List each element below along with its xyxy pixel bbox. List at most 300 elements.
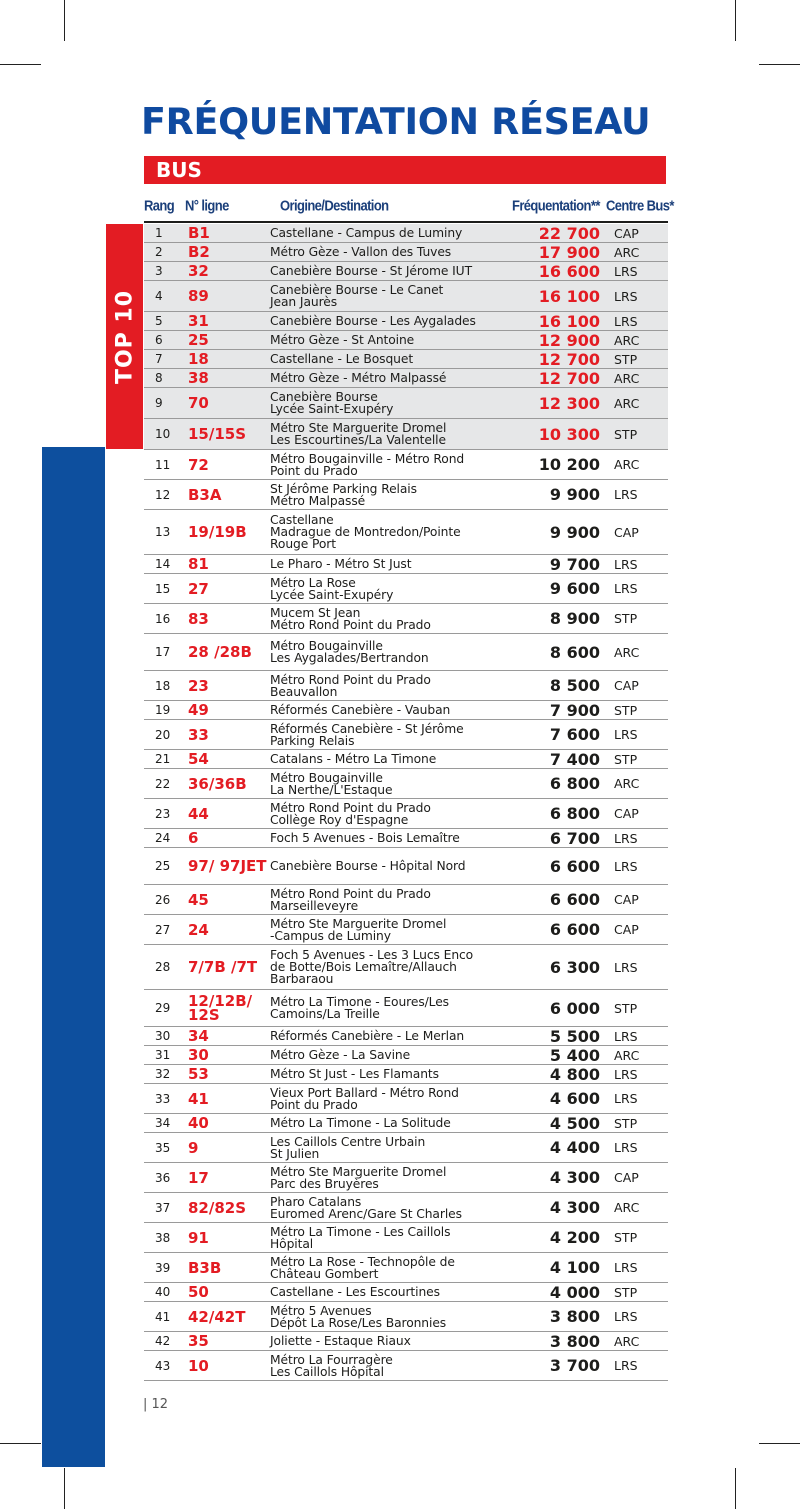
origin-destination-line: de Botte/Bois Lemaître/Allauch [270,960,457,974]
table-row [144,1133,668,1163]
origin-destination-cell [270,1166,508,1190]
centre-bus-cell: STP [614,611,638,626]
centre-bus-cell: ARC [614,370,640,386]
frequentation-cell: 3 700 [549,1356,600,1375]
centre-bus-cell: CAP [614,806,639,821]
centre-bus-cell: STP [614,1284,638,1300]
origin-destination-line: Foch 5 Avenues - Les 3 Lucs Enco [270,948,474,962]
rank-cell: 15 [155,581,171,596]
table-row [144,555,668,574]
rank-cell: 26 [155,892,171,907]
frequentation-cell: 10 200 [538,455,600,474]
table-row [144,1046,668,1065]
frequentation-cell: 8 600 [549,642,600,662]
rank-cell: 43 [155,1358,171,1373]
origin-destination-cell [270,802,508,826]
header-centre-bus: Centre Bus* [606,196,674,215]
table-row [144,1351,668,1381]
centre-bus-cell: ARC [614,457,640,472]
crop-mark [735,0,736,41]
centre-bus-cell: LRS [614,1140,638,1155]
origin-destination-cell [270,284,508,308]
origin-destination-line: Métro La Rose - Technopôle de [270,1254,455,1269]
origin-destination-cell [270,514,508,550]
origin-destination-line: Euromed Arenc/Gare St Charles [270,1206,462,1221]
line-number-cell: 33 [188,725,209,744]
table-row [144,388,668,419]
line-number-cell: 12/12B/ 12S [188,992,253,1024]
frequentation-cell: 4 100 [549,1258,600,1277]
origin-destination-line: Métro Ste Marguerite Dromel [270,1164,447,1179]
origin-destination-cell [270,246,508,258]
frequentation-cell: 4 400 [549,1138,600,1157]
origin-destination-cell [270,640,508,664]
origin-destination-line: Réformés Canebière - Le Merlan [270,1029,465,1043]
origin-destination-line: Canebière Bourse - St Jérome IUT [270,264,472,278]
frequentation-cell: 4 000 [549,1282,600,1302]
table-row [144,848,668,885]
rank-cell: 2 [155,245,163,259]
origin-destination-cell [270,674,508,698]
table-row [144,510,668,555]
rank-cell: 24 [155,831,171,845]
rank-cell: 39 [155,1260,171,1275]
line-number-cell: 91 [188,1228,209,1247]
origin-destination-line: Métro Rond Point du Prado [270,800,431,815]
centre-bus-cell: ARC [614,244,640,260]
frequentation-cell: 4 800 [549,1064,600,1084]
table-row [144,331,668,350]
centre-bus-cell: LRS [614,1028,638,1044]
frequentation-cell: 6 700 [549,828,600,848]
line-number-cell: 41 [188,1089,209,1108]
rank-cell: 25 [155,859,171,873]
centre-bus-cell: LRS [614,727,638,742]
centre-bus-cell: ARC [614,644,640,660]
origin-destination-cell [270,772,508,796]
table-row [144,1084,668,1114]
origin-destination-cell [270,1068,508,1080]
frequentation-cell: 6 800 [549,774,600,793]
crop-mark [64,1468,65,1509]
origin-destination-cell [270,453,508,477]
centre-bus-cell: ARC [614,1200,640,1215]
table-row [144,243,668,262]
origin-destination-line: Métro Rond Point du Prado [270,886,431,901]
frequentation-cell: 7 400 [549,749,600,769]
line-number-cell: 82/82S [188,1198,247,1217]
line-number-cell: 53 [188,1065,209,1083]
table-row [144,1065,668,1084]
line-number-cell: 32 [188,262,209,280]
rank-cell: 29 [155,1001,171,1015]
centre-bus-cell: ARC [614,1047,640,1063]
table-row [144,885,668,915]
rank-cell: 21 [155,752,171,766]
origin-destination-line: Foch 5 Avenues - Bois Lemaître [270,831,460,845]
centre-bus-cell: LRS [614,313,638,329]
centre-bus-cell: STP [614,1230,638,1245]
origin-destination-cell [270,918,508,942]
section-title: BUS [156,158,202,182]
table-row [144,350,668,369]
line-number-cell: 6 [188,829,199,847]
line-number-cell: 42/42T [188,1307,246,1326]
frequentation-cell: 5 500 [549,1026,600,1046]
rank-cell: 13 [155,525,171,539]
header-line: N° ligne [185,196,229,215]
frequentation-cell: 4 300 [549,1198,600,1217]
line-number-cell: 18 [188,350,209,368]
rank-cell: 4 [155,289,163,303]
origin-destination-line: Castellane - Les Escourtines [270,1285,440,1299]
origin-destination-cell [270,996,508,1020]
origin-destination-line: Dépôt La Rose/Les Baronnies [270,1315,447,1330]
origin-destination-cell [270,888,508,912]
rank-cell: 27 [155,922,171,937]
origin-destination-line: Métro Gèze - St Antoine [270,333,415,347]
centre-bus-cell: LRS [614,288,638,304]
rank-cell: 22 [155,776,171,791]
frequentation-cell: 6 000 [549,998,600,1018]
origin-destination-cell [270,753,508,765]
line-number-cell: 45 [188,890,209,909]
origin-destination-line: Métro Rond Point du Prado [270,672,431,687]
origin-destination-line: Parking Relais [270,733,355,748]
centre-bus-cell: LRS [614,487,638,502]
line-number-cell: 72 [188,455,209,474]
origin-destination-cell [270,372,508,384]
line-number-cell: 89 [188,287,209,305]
frequentation-cell: 16 100 [538,286,600,306]
frequentation-cell: 3 800 [549,1331,600,1351]
rank-cell: 37 [155,1200,171,1215]
frequentation-cell: 17 900 [538,242,600,262]
origin-destination-cell [270,1030,508,1042]
line-number-cell: 83 [188,609,209,628]
centre-bus-cell: CAP [614,678,639,693]
origin-destination-line: St Jérôme Parking Relais [270,481,417,496]
table-row [144,799,668,829]
header-rank: Rang [144,196,175,215]
origin-destination-cell [270,1087,508,1111]
origin-destination-line: Madrague de Montredon/Pointe [270,525,461,539]
rank-cell: 8 [155,371,163,385]
frequentation-cell: 6 600 [549,890,600,909]
line-number-cell: B3A [188,485,222,504]
origin-destination-cell [270,832,508,844]
origin-destination-line: Métro St Just - Les Flamants [270,1067,439,1081]
frequentation-cell: 9 600 [549,579,600,598]
origin-destination-line: Lycée Saint-Exupéry [270,402,394,416]
origin-destination-line: Métro Rond Point du Prado [270,617,431,632]
origin-destination-line: Métro Malpassé [270,493,366,508]
origin-destination-line: Beauvallon [270,684,338,699]
rank-cell: 5 [155,314,163,328]
line-number-cell: 50 [188,1283,209,1301]
centre-bus-cell: LRS [614,263,638,279]
origin-destination-line: Métro La Fourragère [270,1352,393,1367]
line-number-cell: 25 [188,331,209,349]
line-number-cell: 70 [188,394,209,412]
centre-bus-cell: LRS [614,858,638,874]
centre-bus-cell: STP [614,702,638,718]
frequentation-cell: 6 800 [549,804,600,823]
rank-cell: 20 [155,727,171,742]
crop-mark [64,0,65,41]
origin-destination-line: Les Aygalades/Bertrandon [270,651,429,665]
line-number-cell: B1 [188,224,210,242]
origin-destination-line: Métro Gèze - Métro Malpassé [270,371,447,385]
frequentation-cell: 16 100 [538,311,600,331]
table-row [144,769,668,799]
origin-destination-line: Canebière Bourse - Les Aygalades [270,314,476,328]
table-row [144,1302,668,1332]
origin-destination-cell [270,577,508,601]
crop-mark [759,64,800,65]
frequentation-cell: 6 300 [549,957,600,977]
frequentation-cell: 4 500 [549,1113,600,1133]
table-row [144,1114,668,1133]
table-row [144,1253,668,1283]
frequentation-cell: 12 900 [538,330,600,350]
origin-destination-line: Hôpital [270,1236,314,1251]
origin-destination-cell [270,315,508,327]
centre-bus-cell: CAP [614,892,639,907]
centre-bus-cell: CAP [614,1170,639,1185]
line-number-cell: 9 [188,1138,199,1157]
centre-bus-cell: ARC [614,1333,640,1349]
origin-destination-line: Canebière Bourse - Hôpital Nord [270,859,466,873]
origin-destination-cell [270,422,508,446]
origin-destination-line: Point du Prado [270,1097,358,1112]
origin-destination-line: Métro Ste Marguerite Dromel [270,421,447,435]
frequentation-cell: 10 300 [538,424,600,444]
table-row [144,750,668,769]
line-number-cell: 34 [188,1027,209,1045]
table-row [144,480,668,510]
rank-cell: 17 [155,645,171,659]
origin-destination-line: Les Caillols Hôpital [270,1364,384,1379]
origin-destination-line: Castellane - Le Bosquet [270,352,414,366]
origin-destination-line: Château Gombert [270,1266,379,1281]
table-row [144,369,668,388]
origin-destination-line: Les Escourtines/La Valentelle [270,433,446,447]
centre-bus-cell: CAP [614,225,639,241]
line-number-cell: 35 [188,1332,209,1350]
centre-bus-cell: STP [614,1115,638,1131]
origin-destination-line: Castellane [270,513,334,527]
line-number-cell: 30 [188,1046,209,1064]
frequentation-cell: 12 700 [538,368,600,388]
crop-mark [0,1443,41,1444]
centre-bus-cell: LRS [614,1358,638,1373]
line-number-cell: 38 [188,369,209,387]
page-number: | 12 [143,1397,169,1412]
rank-cell: 41 [155,1309,171,1324]
table-row [144,634,668,671]
rank-cell: 35 [155,1140,171,1155]
origin-destination-cell [270,1049,508,1061]
centre-bus-cell: ARC [614,776,640,791]
line-number-cell: 7/7B /7T [188,958,258,976]
centre-bus-cell: LRS [614,959,638,975]
centre-bus-cell: ARC [614,332,640,348]
origin-destination-line: Canebière Bourse - Le Canet [270,283,444,297]
origin-destination-line: Canebière Bourse [270,390,378,404]
origin-destination-line: Barbaraou [270,972,334,986]
frequentation-cell: 4 300 [549,1168,600,1187]
frequentation-cell: 12 700 [538,349,600,369]
header-frequentation: Fréquentation** [512,196,600,215]
origin-destination-cell [270,1226,508,1250]
table-row [144,262,668,281]
frequentation-cell: 4 200 [549,1228,600,1247]
origin-destination-cell [270,860,508,872]
origin-destination-line: Vieux Port Ballard - Métro Rond [270,1085,459,1100]
origin-destination-cell [270,1305,508,1329]
frequentation-cell: 12 300 [538,393,600,413]
origin-destination-line: Métro Bougainville [270,639,383,653]
rank-cell: 30 [155,1029,171,1043]
page-title: FRÉQUENTATION RÉSEAU [141,100,651,143]
centre-bus-cell: CAP [614,922,639,937]
origin-destination-line: Point du Prado [270,463,358,478]
line-number-cell: 27 [188,579,209,598]
table-row [144,1163,668,1193]
frequentation-cell: 22 700 [538,223,600,243]
frequentation-cell: 5 400 [549,1045,600,1065]
line-number-cell: B3B [188,1258,222,1277]
crop-mark [759,1443,800,1444]
origin-destination-cell [270,1354,508,1378]
rank-cell: 18 [155,678,171,693]
centre-bus-cell: STP [614,426,638,442]
origin-destination-line: La Nerthe/L'Estaque [270,782,393,797]
origin-destination-line: Les Caillols Centre Urbain [270,1134,426,1149]
origin-destination-cell [270,723,508,747]
origin-destination-cell [270,334,508,346]
origin-destination-line: Jean Jaurès [270,295,338,309]
origin-destination-line: Métro Gèze - Vallon des Tuves [270,245,452,259]
centre-bus-cell: LRS [614,1260,638,1275]
rank-cell: 33 [155,1091,171,1106]
frequentation-cell: 7 600 [549,725,600,744]
frequentation-cell: 8 900 [549,609,600,628]
table-row [144,574,668,604]
frequentation-cell: 4 600 [549,1089,600,1108]
origin-destination-line: Joliette - Estaque Riaux [270,1334,411,1348]
origin-destination-cell [270,391,508,415]
centre-bus-cell: STP [614,351,638,367]
rank-cell: 6 [155,333,163,347]
header-origin-destination: Origine/Destination [280,196,389,215]
line-number-cell: 10 [188,1356,209,1375]
table-row [144,281,668,312]
origin-destination-line: St Julien [270,1146,320,1161]
origin-destination-line: Le Pharo - Métro St Just [270,557,412,571]
frequentation-cell: 3 800 [549,1307,600,1326]
rank-cell: 19 [155,703,171,717]
crop-mark [735,1468,736,1509]
centre-bus-cell: ARC [614,395,640,411]
centre-bus-cell: LRS [614,1091,638,1106]
top10-tab [106,224,143,449]
line-number-cell: 44 [188,804,209,823]
frequentation-cell: 9 700 [549,554,600,574]
rank-cell: 40 [155,1285,171,1299]
origin-destination-cell [270,1286,508,1298]
rank-cell: 28 [155,960,171,974]
section-banner [144,156,666,184]
origin-destination-line: Métro 5 Avenues [270,1303,372,1318]
rank-cell: 38 [155,1230,171,1245]
rank-cell: 32 [155,1067,171,1081]
origin-destination-line: Pharo Catalans [270,1194,362,1209]
origin-destination-line: Lycée Saint-Exupéry [270,587,394,602]
top10-label: TOP 10 [112,289,137,384]
line-number-cell: 40 [188,1114,209,1132]
line-number-cell: 24 [188,920,209,939]
centre-bus-cell: CAP [614,524,639,540]
centre-bus-cell: LRS [614,1309,638,1324]
table-row [144,312,668,331]
origin-destination-cell [270,265,508,277]
rank-cell: 12 [155,487,171,502]
origin-destination-line: Métro La Timone - La Solitude [270,1116,451,1130]
table-row [144,1193,668,1223]
table-row [144,604,668,634]
ranking-table [144,224,668,1381]
frequentation-cell: 9 900 [549,485,600,504]
origin-destination-cell [270,704,508,716]
origin-destination-line: Métro La Timone - Eoures/Les [270,995,449,1009]
table-row [144,1332,668,1351]
line-number-cell: 28 /28B [188,643,252,661]
line-number-cell: 17 [188,1168,209,1187]
origin-destination-line: Parc des Bruyères [270,1176,379,1191]
rank-cell: 16 [155,611,171,626]
rank-cell: 34 [155,1116,171,1130]
origin-destination-cell [270,483,508,507]
line-number-cell: 97/ 97JET [188,857,267,875]
origin-destination-line: Catalans - Métro La Timone [270,752,437,766]
table-row [144,1283,668,1302]
table-row [144,829,668,848]
table-row [144,915,668,945]
table-row [144,671,668,701]
table-row [144,701,668,720]
origin-destination-cell [270,1335,508,1347]
origin-destination-cell [270,1256,508,1280]
origin-destination-line: Métro Ste Marguerite Dromel [270,916,447,931]
frequentation-cell: 6 600 [549,856,600,876]
line-number-cell: 54 [188,750,209,768]
line-number-cell: B2 [188,243,210,261]
table-row [144,990,668,1027]
centre-bus-cell: STP [614,751,638,767]
origin-destination-cell [270,607,508,631]
origin-destination-cell [270,558,508,570]
origin-destination-cell [270,1136,508,1160]
origin-destination-line: Rouge Port [270,537,336,551]
rank-cell: 31 [155,1048,171,1062]
line-number-cell: 49 [188,701,209,719]
rank-cell: 36 [155,1170,171,1185]
frequentation-cell: 6 600 [549,920,600,939]
table-row [144,945,668,990]
line-number-cell: 36/36B [188,774,247,793]
